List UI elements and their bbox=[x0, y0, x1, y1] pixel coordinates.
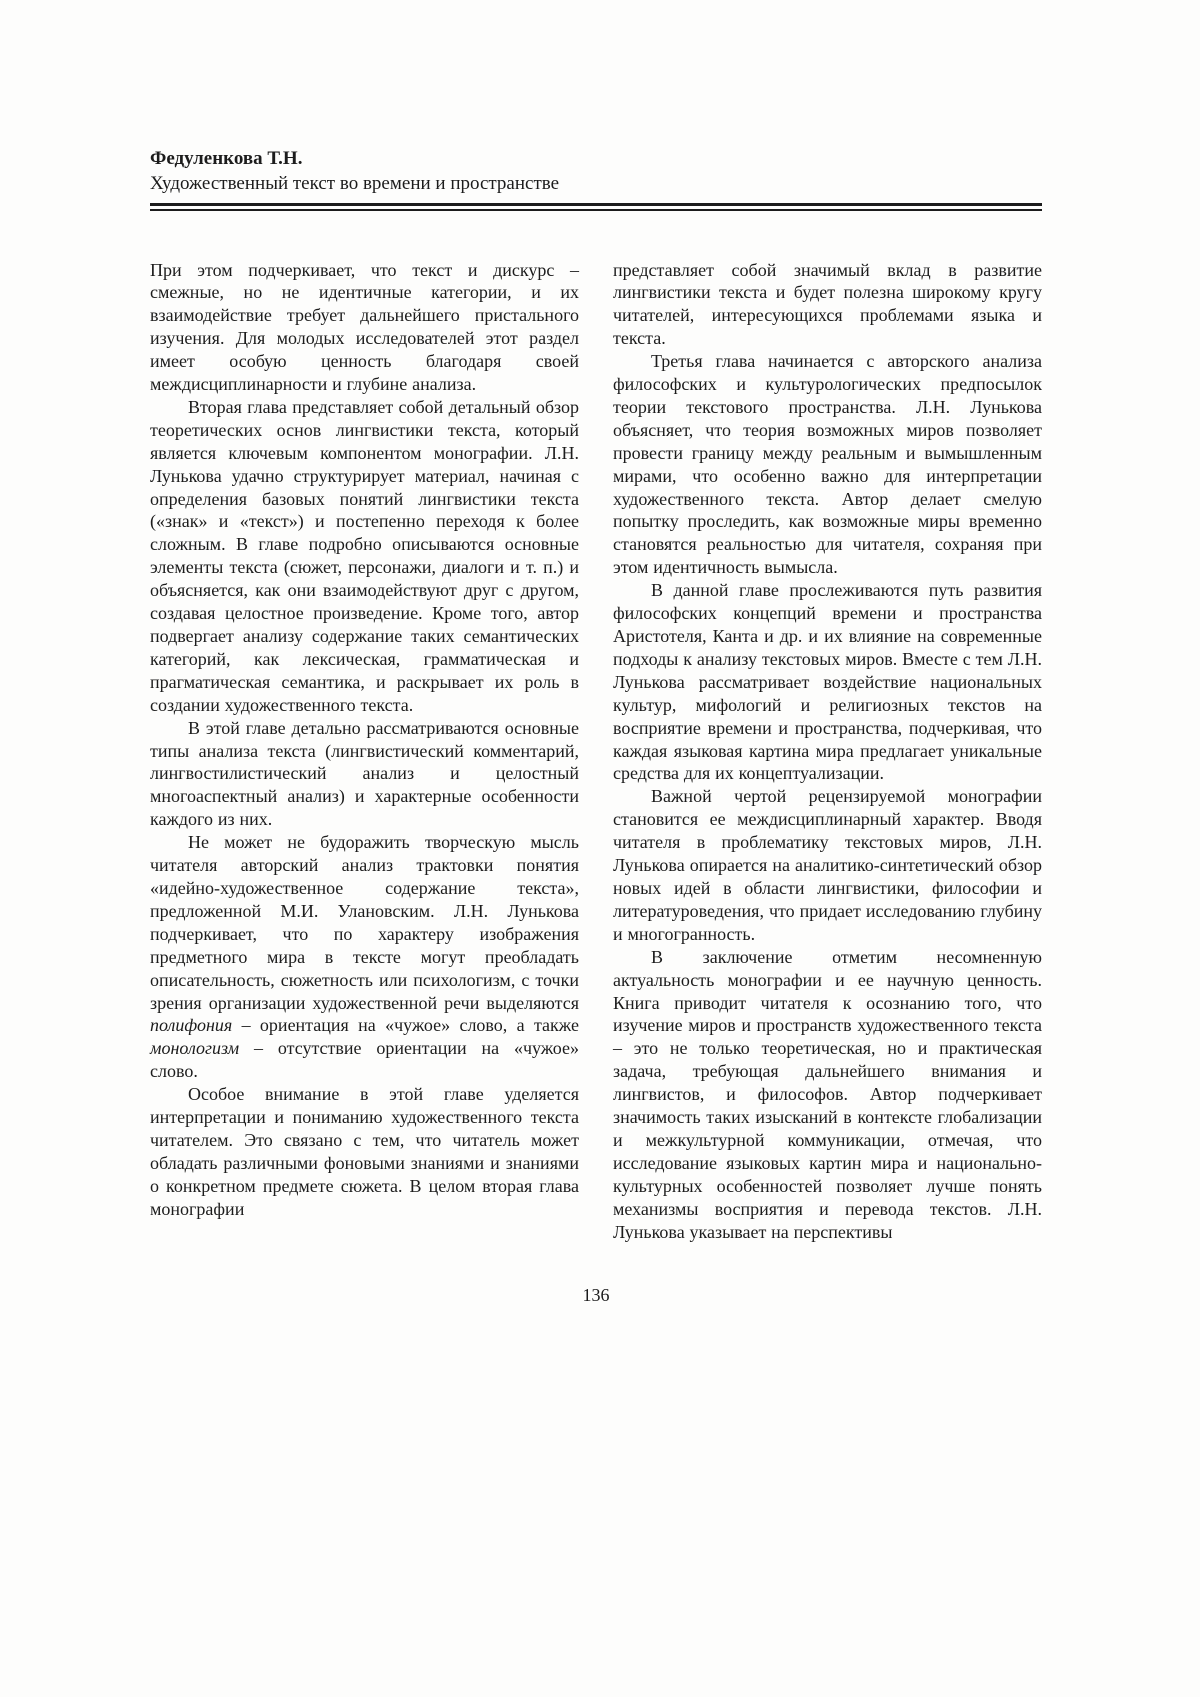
page-header bbox=[150, 146, 1042, 211]
text-columns bbox=[150, 259, 1042, 1244]
header-author: Федуленкова Т.Н. bbox=[150, 148, 303, 169]
paragraph-text: Вторая глава представляет собой детальный обзор теоретических основ лингвистики текста, который является ключевым компонентом монографии. Л.Н. Лунькова удачно структурирует материал, начиная с определения базовых понятий лингвистики текста («знак» и «текст») и постепенно переходя к более сложным. В главе подробно описываются основные элементы текста (сюжет, персонажи, диалоги и т. п.) и объясняется, как они взаимодействуют друг с другом, создавая целостное произведение. Кроме того, автор подвергает анализу содержание таких семантических категорий, как лексическая, грамматическая и прагматическая семантика, и раскрывает их роль в создании художественного текста. bbox=[150, 396, 579, 715]
paragraph-text: Третья глава начинается с авторского анализа философских и культурологических предпосылок теории текстового пространства. Л.Н. Лунькова объясняет, что теория возможных миров позволяет провести границу между реальным и вымышленным мирами, что особенно важно для интерпретации художественного текста. Автор делает смелую попытку проследить, как возможные миры временно становятся реальностью для читателя, сохраняя при этом идентичность вымысла. bbox=[613, 351, 1042, 578]
paragraph bbox=[150, 1083, 579, 1220]
paragraph-text: В заключение отметим несомненную актуальность монографии и ее научную ценность. Книга приводит читателя к осознанию того, что изучение миров и пространств художественного текста – это не только теоретическая, но и практическая задача, требующая дальнейшего внимания и лингвистов, и философов. Автор подчеркивает значимость таких изысканий в контексте глобализации и межкультурной коммуникации, отмечая, что исследование языковых картин мира и национально-культурных особенностей позволяет лучше понять механизмы восприятия и перевода текстов. Л.Н. Лунькова указывает на перспективы bbox=[613, 946, 1042, 1242]
paragraph bbox=[613, 946, 1042, 1244]
header-rule bbox=[150, 203, 1042, 211]
paragraph bbox=[150, 831, 579, 1083]
page-footer bbox=[150, 1285, 1042, 1306]
left-column bbox=[150, 259, 579, 1244]
header-rule-thin bbox=[150, 209, 1042, 211]
paragraph-text: В этой главе детально рассматриваются основные типы анализа текста (лингвистический комментарий, лингвостилистический анализ и целостный многоаспектный анализ) и характерные особенности каждого из них. bbox=[150, 717, 579, 830]
paragraph-text: Особое внимание в этой главе уделяется интерпретации и пониманию художественного текста читателем. Это связано с тем, что читатель может обладать различными фоновыми знаниями и знаниями о конкретном предмете сюжета. В целом вторая глава монографии bbox=[150, 1084, 579, 1219]
paragraph bbox=[613, 785, 1042, 945]
paragraph-text: Важной чертой рецензируемой монографии становится ее междисциплинарный характер. Вводя читателя в проблематику текстовых миров, Л.Н. Лунькова опирается на аналитико-синтетический обзор новых идей в области лингвистики, философии и литературоведения, что придает исследованию глубину и многогранность. bbox=[613, 786, 1042, 944]
header-title: Художественный текст во времени и пространстве bbox=[150, 173, 560, 194]
paragraph-text: – ориентация на «чужое» слово, а также bbox=[232, 1015, 579, 1036]
right-column bbox=[613, 259, 1042, 1244]
paragraph bbox=[150, 259, 579, 396]
paragraph-text: – отсутствие ориентации на «чужое» слово. bbox=[150, 1038, 579, 1082]
paragraph-text: Не может не будоражить творческую мысль читателя авторский анализ трактовки понятия «идейно-художественное содержание текста», предложенной М.И. Улановским. Л.Н. Лунькова подчеркивает, что по характеру изображения предметного мира в тексте могут преобладать описательность, сюжетность или психологизм, с точки зрения организации художественной речи выделяются bbox=[150, 832, 579, 1013]
emphasized-term: полифония bbox=[150, 1015, 233, 1036]
page-number: 136 bbox=[582, 1285, 610, 1306]
paragraph bbox=[150, 396, 579, 717]
paragraph bbox=[613, 579, 1042, 785]
header-rule-thick bbox=[150, 203, 1042, 206]
paragraph-text: При этом подчеркивает, что текст и дискурс – смежные, но не идентичные категории, и их взаимодействие требует дальнейшего пристального изучения. Для молодых исследователей этот раздел имеет особую ценность благодаря своей междисциплинарности и глубине анализа. bbox=[150, 259, 579, 395]
paragraph bbox=[613, 350, 1042, 579]
paragraph-text: В данной главе прослеживаются путь развития философских концепций времени и пространства Аристотеля, Канта и др. и их влияние на современные подходы к анализу текстовых миров. Вместе с тем Л.Н. Лунькова рассматривает воздействие национальных культур, мифологий и религиозных текстов на восприятие времени и пространства, подчеркивая, что каждая языковая картина мира предлагает уникальные средства для их концептуализации. bbox=[613, 580, 1042, 784]
page bbox=[150, 146, 1042, 1306]
paragraph bbox=[150, 717, 579, 832]
paragraph-text: представляет собой значимый вклад в развитие лингвистики текста и будет полезна широкому кругу читателей, интересующихся проблемами языка и текста. bbox=[613, 259, 1042, 349]
emphasized-term: монологизм bbox=[150, 1038, 240, 1059]
paragraph bbox=[613, 259, 1042, 351]
